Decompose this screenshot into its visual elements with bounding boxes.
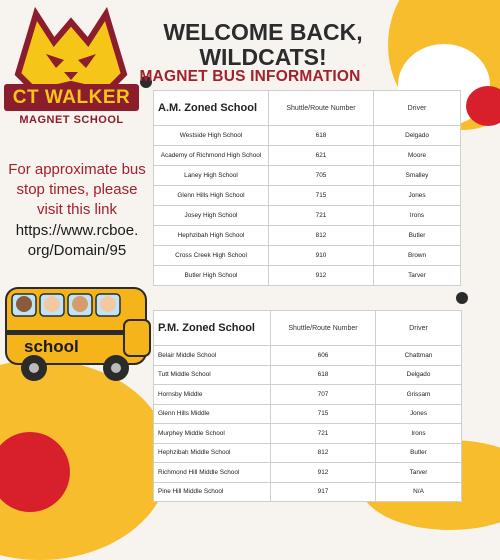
pm-bus-table bbox=[153, 310, 462, 502]
route-cell: 912 bbox=[271, 463, 376, 483]
school-cell: Westside High School bbox=[154, 126, 269, 146]
table-header-row bbox=[154, 311, 462, 346]
school-cell: Richmond Hill Middle School bbox=[154, 463, 271, 483]
school-cell: Tutt Middle School bbox=[154, 365, 271, 385]
table-row bbox=[154, 365, 462, 385]
logo-name: CT WALKER bbox=[4, 84, 139, 111]
table-row bbox=[154, 226, 461, 246]
school-cell: Academy of Richmond High School bbox=[154, 146, 269, 166]
route-cell: 917 bbox=[271, 482, 376, 502]
route-cell: 618 bbox=[269, 126, 374, 146]
column-header: P.M. Zoned School bbox=[154, 311, 271, 346]
table-row bbox=[154, 346, 462, 366]
school-cell: Laney High School bbox=[154, 166, 269, 186]
table-row bbox=[154, 482, 462, 502]
logo-sub: MAGNET SCHOOL bbox=[19, 114, 124, 126]
school-logo-text bbox=[4, 84, 139, 126]
school-cell: Glenn Hills Middle bbox=[154, 404, 271, 424]
column-header: A.M. Zoned School bbox=[154, 91, 269, 126]
school-cell: Cross Creek High School bbox=[154, 246, 269, 266]
driver-cell: Brown bbox=[374, 246, 461, 266]
route-cell: 812 bbox=[271, 443, 376, 463]
driver-cell: Grissam bbox=[376, 385, 462, 405]
driver-cell: Tarver bbox=[374, 266, 461, 286]
driver-cell: Smalley bbox=[374, 166, 461, 186]
driver-cell: Tarver bbox=[376, 463, 462, 483]
driver-cell: Moore bbox=[374, 146, 461, 166]
table-row bbox=[154, 166, 461, 186]
table-row bbox=[154, 206, 461, 226]
table-row bbox=[154, 246, 461, 266]
school-cell: Pine Hill Middle School bbox=[154, 482, 271, 502]
school-cell: Butler High School bbox=[154, 266, 269, 286]
route-cell: 715 bbox=[271, 404, 376, 424]
column-header: Shuttle/Route Number bbox=[269, 91, 374, 126]
table-row bbox=[154, 404, 462, 424]
bus-stop-link[interactable]: https://www.rcboe. org/Domain/95 bbox=[15, 222, 139, 259]
table-row bbox=[154, 424, 462, 444]
route-cell: 812 bbox=[269, 226, 374, 246]
driver-cell: Butler bbox=[376, 443, 462, 463]
bus-label: school bbox=[24, 337, 79, 356]
route-cell: 721 bbox=[271, 424, 376, 444]
bus-stop-info-text: For approximate bus stop times, please visit this link bbox=[8, 161, 146, 218]
driver-cell: N/A bbox=[376, 482, 462, 502]
am-bus-table bbox=[153, 90, 461, 286]
column-header: Driver bbox=[374, 91, 461, 126]
route-cell: 606 bbox=[271, 346, 376, 366]
table-row bbox=[154, 463, 462, 483]
table-row bbox=[154, 385, 462, 405]
title-line-2: WILDCATS! bbox=[199, 44, 327, 70]
route-cell: 721 bbox=[269, 206, 374, 226]
table-row bbox=[154, 146, 461, 166]
school-cell: Hornsby Middle bbox=[154, 385, 271, 405]
driver-cell: Chattman bbox=[376, 346, 462, 366]
route-cell: 705 bbox=[269, 166, 374, 186]
dark-dot-right bbox=[456, 292, 468, 304]
route-cell: 618 bbox=[271, 365, 376, 385]
column-header: Driver bbox=[376, 311, 462, 346]
route-cell: 715 bbox=[269, 186, 374, 206]
driver-cell: Irons bbox=[376, 424, 462, 444]
title-line-1: WELCOME BACK, bbox=[163, 19, 363, 45]
table-row bbox=[154, 186, 461, 206]
table-header-row bbox=[154, 91, 461, 126]
route-cell: 621 bbox=[269, 146, 374, 166]
school-cell: Glenn Hills High School bbox=[154, 186, 269, 206]
table-row bbox=[154, 443, 462, 463]
page-title bbox=[136, 20, 390, 70]
driver-cell: Delgado bbox=[374, 126, 461, 146]
table-row bbox=[154, 126, 461, 146]
page-subtitle: MAGNET BUS INFORMATION bbox=[139, 68, 361, 85]
school-cell: Josey High School bbox=[154, 206, 269, 226]
school-bus-icon bbox=[4, 280, 154, 385]
route-cell: 912 bbox=[269, 266, 374, 286]
driver-cell: Jones bbox=[376, 404, 462, 424]
driver-cell: Delgado bbox=[376, 365, 462, 385]
route-cell: 910 bbox=[269, 246, 374, 266]
driver-cell: Irons bbox=[374, 206, 461, 226]
school-cell: Hephzibah Middle School bbox=[154, 443, 271, 463]
table-row bbox=[154, 266, 461, 286]
route-cell: 707 bbox=[271, 385, 376, 405]
column-header: Shuttle/Route Number bbox=[271, 311, 376, 346]
school-cell: Murphey Middle School bbox=[154, 424, 271, 444]
driver-cell: Butler bbox=[374, 226, 461, 246]
school-cell: Hephzibah High School bbox=[154, 226, 269, 246]
driver-cell: Jones bbox=[374, 186, 461, 206]
school-cell: Belair Middle School bbox=[154, 346, 271, 366]
